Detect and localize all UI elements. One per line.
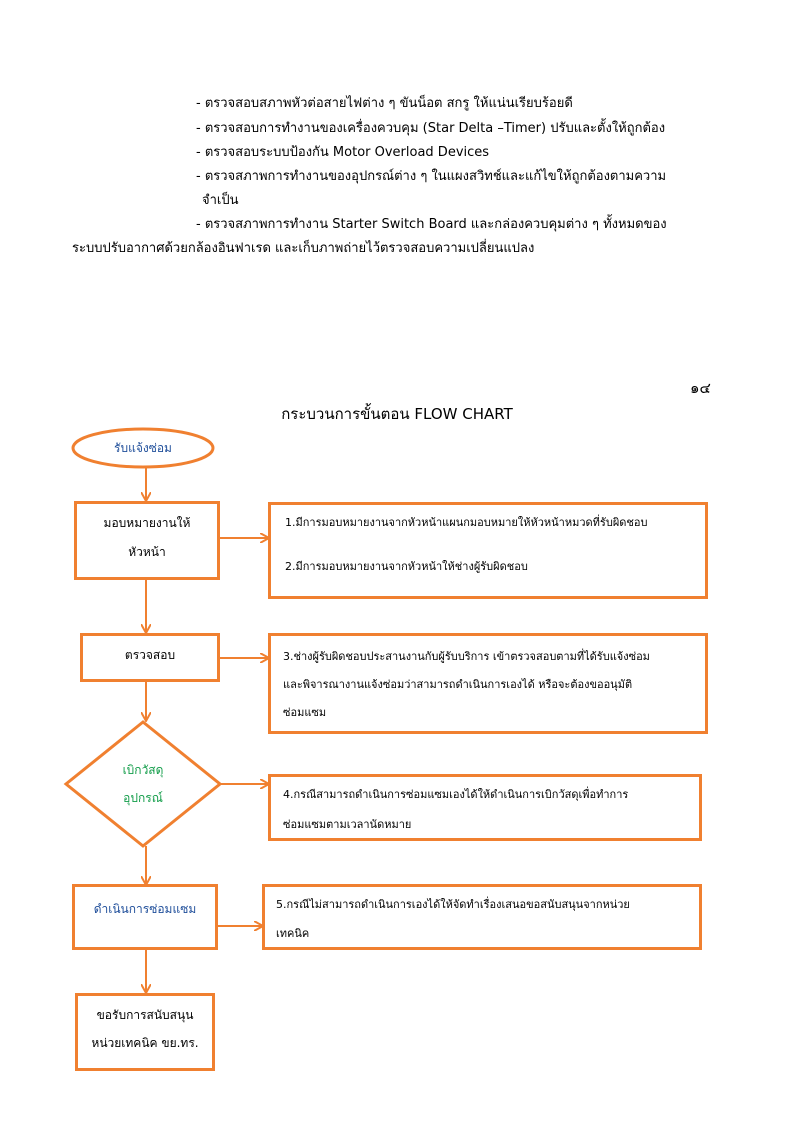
step2-label: ตรวจสอบ — [124, 648, 176, 662]
checklist-line-3: - ตรวจสอบระบบป้องกัน Motor Overload Devices — [196, 145, 490, 160]
note5-line1: 5.กรณีไม่สามารถดำเนินการเองได้ให้จัดทำเรื่องเสนอขอสนับสนุนจากหน่วย — [276, 898, 630, 911]
decision-label-line2: อุปกรณ์ — [123, 791, 163, 805]
step1-label-line2: หัวหน้า — [128, 545, 166, 559]
checklist-line-7: ระบบปรับอากาศด้วยกล้องอินฟาเรด และเก็บภาพถ่ายไว้ตรวจสอบความเปลี่ยนแปลง — [72, 241, 535, 256]
step5-label-line2: หน่วยเทคนิค ขย.ทร. — [91, 1036, 199, 1050]
checklist-line-2: - ตรวจสอบการทำงานของเครื่องควบคุม (Star Delta –Timer) ปรับและตั้งให้ถูกต้อง — [196, 121, 666, 136]
page-number: ๑๔ — [690, 379, 711, 397]
note4-line1: 4.กรณีสามารถดำเนินการซ่อมแซมเองได้ให้ดำเนินการเบิกวัสดุเพื่อทำการ — [283, 788, 629, 801]
start-label: รับแจ้งซ่อม — [114, 441, 172, 455]
note5-line2: เทคนิค — [276, 927, 310, 940]
note3-line1: 3.ช่างผู้รับผิดชอบประสานงานกับผู้รับบริการ เข้าตรวจสอบตามที่ได้รับแจ้งซ่อม — [283, 650, 650, 663]
checklist-line-1: - ตรวจสอบสภาพหัวต่อสายไฟต่าง ๆ ขันน็อต สกรู ให้แน่นเรียบร้อยดี — [196, 96, 573, 111]
decision-diamond — [66, 722, 220, 846]
step5-label-line1: ขอรับการสนับสนุน — [96, 1008, 194, 1022]
checklist-line-4: - ตรวจสภาพการทำงานของอุปกรณ์ต่าง ๆ ในแผงสวิทช์และแก้ไขให้ถูกต้องตามความ — [196, 169, 667, 184]
note1-line1: 1.มีการมอบหมายงานจากหัวหน้าแผนกมอบหมายให้หัวหน้าหมวดที่รับผิดชอบ — [285, 516, 648, 529]
note3-line3: ซ่อมแซม — [283, 706, 327, 719]
checklist-line-5: จำเป็น — [202, 193, 239, 208]
note4-line2: ซ่อมแซมตามเวลานัดหมาย — [283, 818, 412, 831]
step1-label-line1: มอบหมายงานให้ — [103, 516, 191, 530]
checklist-line-6: - ตรวจสภาพการทำงาน Starter Switch Board และกล่องควบคุมต่าง ๆ ทั้งหมดของ — [196, 217, 667, 232]
page-title: กระบวนการขั้นตอน FLOW CHART — [281, 405, 513, 423]
note3-line2: และพิจารณางานแจ้งซ่อมว่าสามารถดำเนินการเองได้ หรือจะต้องขออนุมัติ — [283, 678, 633, 691]
decision-label-line1: เบิกวัสดุ — [122, 763, 164, 777]
step4-label: ดำเนินการซ่อมแซม — [93, 902, 197, 916]
note1-line2: 2.มีการมอบหมายงานจากหัวหน้าให้ช่างผู้รับผิดชอบ — [285, 560, 528, 573]
